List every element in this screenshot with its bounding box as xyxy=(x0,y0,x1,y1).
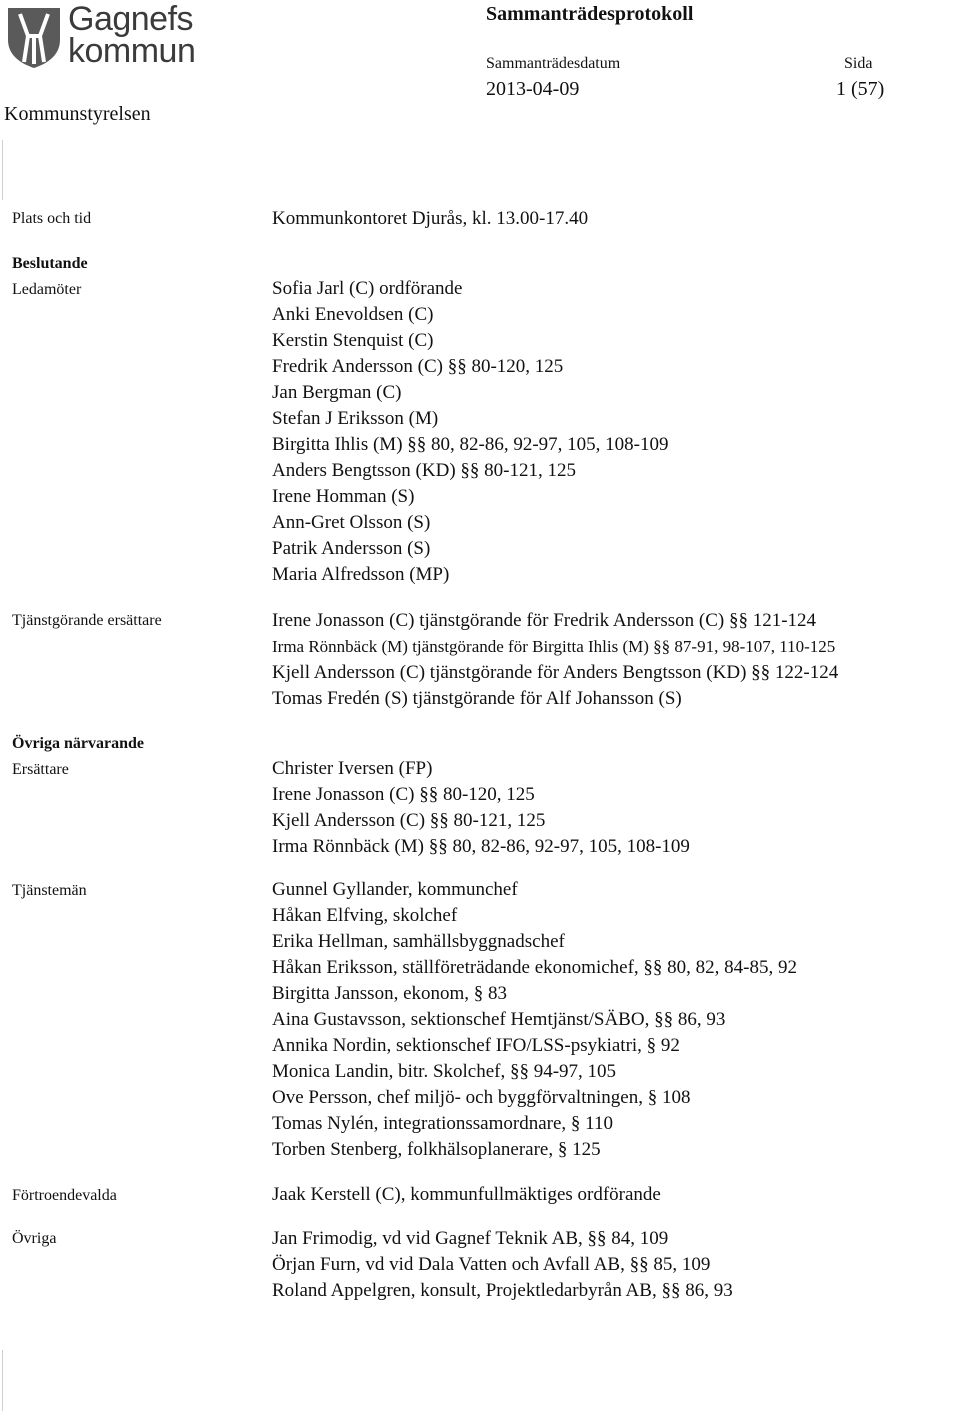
official-entry: Håkan Elfving, skolchef xyxy=(272,905,458,926)
left-margin-line xyxy=(2,140,3,200)
substitute-entry: Kjell Andersson (C) tjänstgörande för Anders Bengtsson (KD) §§ 122-124 xyxy=(272,662,839,683)
member-entry: Sofia Jarl (C) ordförande xyxy=(272,278,463,299)
substitute-present-entry: Irene Jonasson (C) §§ 80-120, 125 xyxy=(272,784,535,805)
org-name-line2: kommun xyxy=(68,32,196,70)
member-entry: Anders Bengtsson (KD) §§ 80-121, 125 xyxy=(272,460,576,481)
official-entry: Ove Persson, chef miljö- och byggförvaltningen, § 108 xyxy=(272,1087,691,1108)
substitutes-list xyxy=(272,756,690,860)
member-entry: Jan Bergman (C) xyxy=(272,382,402,403)
other-list xyxy=(272,1226,733,1304)
official-entry: Annika Nordin, sektionschef IFO/LSS-psykiatri, § 92 xyxy=(272,1035,680,1056)
official-entry: Torben Stenberg, folkhälsoplanerare, § 125 xyxy=(272,1139,601,1160)
place-time-label: Plats och tid xyxy=(12,210,92,227)
elected-list xyxy=(272,1182,661,1208)
member-entry: Irene Homman (S) xyxy=(272,486,415,507)
substitute-present-entry: Kjell Andersson (C) §§ 80-121, 125 xyxy=(272,810,546,831)
member-entry: Anki Enevoldsen (C) xyxy=(272,304,434,325)
substitute-present-entry: Christer Iversen (FP) xyxy=(272,758,433,779)
meeting-date-label: Sammanträdesdatum xyxy=(486,55,621,72)
member-entry: Ann-Gret Olsson (S) xyxy=(272,512,431,533)
official-entry: Håkan Eriksson, ställföreträdande ekonomichef, §§ 80, 82, 84-85, 92 xyxy=(272,957,798,978)
official-entry: Birgitta Jansson, ekonom, § 83 xyxy=(272,983,508,1004)
member-entry: Birgitta Ihlis (M) §§ 80, 82-86, 92-97, 105, 108-109 xyxy=(272,434,669,455)
substitute-entry: Tomas Fredén (S) tjänstgörande för Alf Johansson (S) xyxy=(272,688,682,709)
org-name-line1: Gagnefs xyxy=(68,0,194,38)
member-entry: Stefan J Eriksson (M) xyxy=(272,408,439,429)
page-label: Sida xyxy=(844,55,873,72)
officials-label: Tjänstemän xyxy=(12,882,87,899)
other-entry: Jan Frimodig, vd vid Gagnef Teknik AB, §§ 84, 109 xyxy=(272,1228,669,1249)
substitutes-label: Ersättare xyxy=(12,761,69,778)
official-entry: Monica Landin, bitr. Skolchef, §§ 94-97, 105 xyxy=(272,1061,617,1082)
meeting-date-value: 2013-04-09 xyxy=(486,78,580,100)
page-number: 1 (57) xyxy=(836,78,885,100)
official-entry: Tomas Nylén, integrationssamordnare, § 110 xyxy=(272,1113,613,1134)
members-list xyxy=(272,276,669,588)
others-present-heading: Övriga närvarande xyxy=(12,735,144,752)
decision-makers-heading: Beslutande xyxy=(12,255,88,272)
official-entry: Aina Gustavsson, sektionschef Hemtjänst/SÄBO, §§ 86, 93 xyxy=(272,1009,726,1030)
elected-entry: Jaak Kerstell (C), kommunfullmäktiges ordförande xyxy=(272,1184,661,1205)
department: Kommunstyrelsen xyxy=(4,103,151,125)
substitute-entry: Irma Rönnbäck (M) tjänstgörande för Birgitta Ihlis (M) §§ 87-91, 98-107, 110-125 xyxy=(272,637,836,656)
member-entry: Kerstin Stenquist (C) xyxy=(272,330,434,351)
left-margin-line-bottom xyxy=(2,1350,3,1411)
coat-of-arms-icon xyxy=(6,6,62,70)
other-entry: Roland Appelgren, konsult, Projektledarbyrån AB, §§ 86, 93 xyxy=(272,1280,733,1301)
officials-list xyxy=(272,877,797,1163)
official-entry: Gunnel Gyllander, kommunchef xyxy=(272,879,518,900)
official-entry: Erika Hellman, samhällsbyggnadschef xyxy=(272,931,565,952)
member-entry: Maria Alfredsson (MP) xyxy=(272,564,450,585)
member-entry: Patrik Andersson (S) xyxy=(272,538,431,559)
other-entry: Örjan Furn, vd vid Dala Vatten och Avfall AB, §§ 85, 109 xyxy=(272,1254,711,1275)
substitute-entry: Irene Jonasson (C) tjänstgörande för Fredrik Andersson (C) §§ 121-124 xyxy=(272,610,817,631)
serving-substitutes-label: Tjänstgörande ersättare xyxy=(12,612,162,629)
place-time-value: Kommunkontoret Djurås, kl. 13.00-17.40 xyxy=(272,208,589,229)
members-label: Ledamöter xyxy=(12,281,82,298)
other-label: Övriga xyxy=(12,1230,57,1247)
elected-label: Förtroendevalda xyxy=(12,1187,117,1204)
document-title: Sammanträdesprotokoll xyxy=(486,3,694,25)
serving-substitutes-list xyxy=(272,608,838,712)
member-entry: Fredrik Andersson (C) §§ 80-120, 125 xyxy=(272,356,564,377)
substitute-present-entry: Irma Rönnbäck (M) §§ 80, 82-86, 92-97, 105, 108-109 xyxy=(272,836,690,857)
